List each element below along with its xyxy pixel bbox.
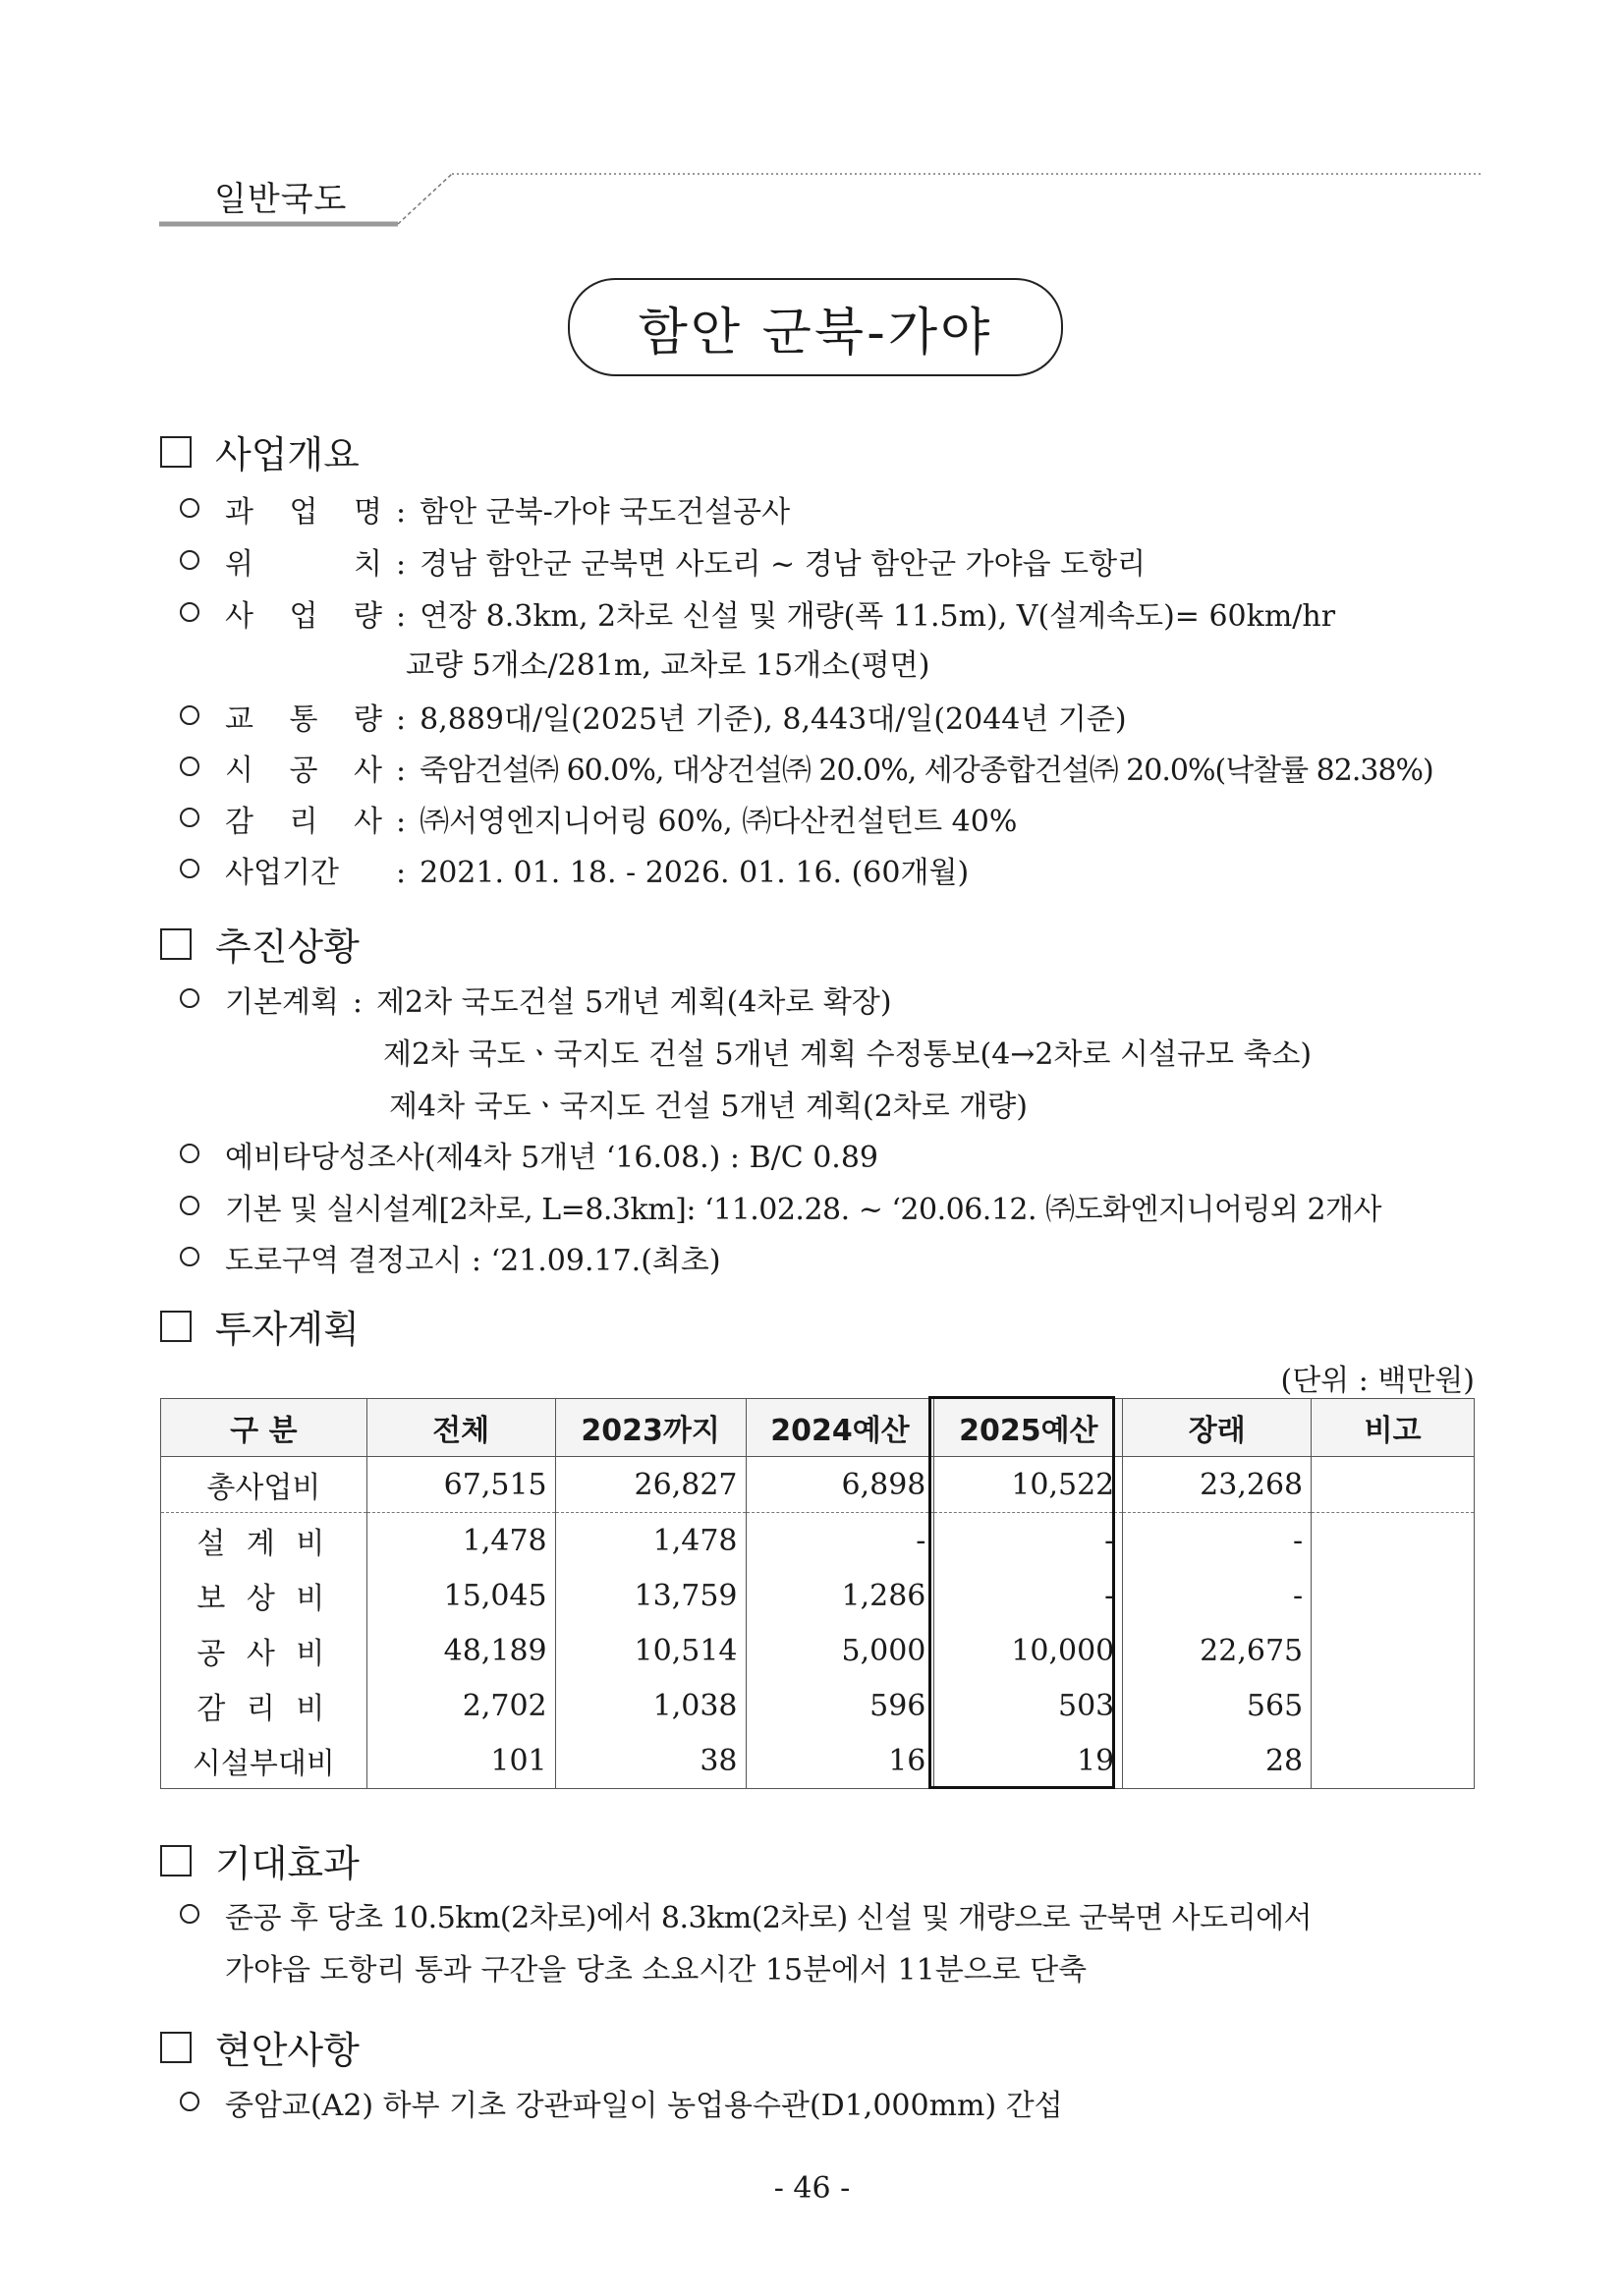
row-label: 설 계 비 (161, 1513, 367, 1569)
page-number: - 46 - (773, 2171, 851, 2206)
item-label: 과 업 명 (225, 495, 382, 530)
table-cell: 1,038 (555, 1678, 746, 1733)
col-header: 2025예산 (934, 1399, 1123, 1457)
section-title: 현안사항 (215, 2029, 360, 2072)
table-cell: 38 (555, 1733, 746, 1789)
row-label: 보 상 비 (161, 1568, 367, 1623)
table-cell: 19 (934, 1733, 1123, 1789)
section-issues-heading (160, 2020, 360, 2074)
item-label: 교 통 량 (225, 702, 382, 737)
overview-item: 사업기간 : 2021. 01. 18. - 2026. 01. 16. (60개월) (180, 848, 969, 891)
section-progress-heading (160, 917, 360, 971)
table-cell: - (934, 1568, 1123, 1623)
bullet-circle-icon (180, 2092, 199, 2111)
bullet-circle-icon (180, 705, 199, 725)
row-label: 감 리 비 (161, 1678, 367, 1733)
checkbox-square-icon (160, 436, 192, 468)
item-value: 8,889대/일(2025년 기준), 8,443대/일(2044년 기준) (420, 702, 1127, 737)
col-header: 전체 (366, 1399, 555, 1457)
item-value: 중암교(A2) 하부 기초 강관파일이 농업용수관(D1,000mm) 간섭 (225, 2089, 1063, 2123)
table-cell: 10,000 (934, 1623, 1123, 1678)
overview-item: 교 통 량 : 8,889대/일(2025년 기준), 8,443대/일(2044년 기준) (180, 695, 1127, 738)
table-cell: 1,478 (366, 1513, 555, 1569)
item-label: 사 업 량 (225, 599, 382, 634)
item-value: 예비타당성조사(제4차 5개년 ‘16.08.) : B/C 0.89 (225, 1141, 879, 1175)
bullet-circle-icon (180, 756, 199, 776)
item-value: 도로구역 결정고시 : ‘21.09.17.(최초) (225, 1244, 721, 1278)
section-effects-heading (160, 1833, 360, 1887)
page-title: 함안 군북-가야 (568, 278, 1063, 376)
table-cell: 596 (746, 1678, 934, 1733)
table-row (161, 1623, 1475, 1678)
item-value: 죽암건설㈜ 60.0%, 대상건설㈜ 20.0%, 세강종합건설㈜ 20.0%(낙찰률 82.38%) (420, 754, 1433, 788)
table-cell: 6,898 (746, 1457, 934, 1513)
table-cell: 67,515 (366, 1457, 555, 1513)
table-cell: 2,702 (366, 1678, 555, 1733)
bullet-circle-icon (180, 1904, 199, 1924)
checkbox-square-icon (160, 1311, 192, 1342)
row-label: 총사업비 (161, 1457, 367, 1513)
table-cell: 16 (746, 1733, 934, 1789)
col-header: 2023까지 (555, 1399, 746, 1457)
col-header: 비고 (1312, 1399, 1475, 1457)
table-cell: 15,045 (366, 1568, 555, 1623)
table-cell (1312, 1623, 1475, 1678)
section-overview-heading (160, 424, 360, 478)
item-value: 연장 8.3km, 2차로 신설 및 개량(폭 11.5m), V(설계속도)= 60km/hr (420, 599, 1336, 634)
table-cell: 26,827 (555, 1457, 746, 1513)
item-label: 시 공 사 (225, 754, 382, 788)
table-cell: - (1123, 1513, 1312, 1569)
table-unit-note: (단위 : 백만원) (1280, 1364, 1475, 1398)
row-label: 시설부대비 (161, 1733, 367, 1789)
table-cell: 1,478 (555, 1513, 746, 1569)
checkbox-square-icon (160, 1845, 192, 1876)
table-cell: 565 (1123, 1678, 1312, 1733)
progress-item (180, 1236, 721, 1279)
table-cell (1312, 1733, 1475, 1789)
table-cell: 48,189 (366, 1623, 555, 1678)
item-value: 경남 함안군 군북면 사도리 ~ 경남 함안군 가야읍 도항리 (420, 547, 1147, 582)
table-cell: 503 (934, 1678, 1123, 1733)
bullet-circle-icon (180, 808, 199, 827)
table-cell: 28 (1123, 1733, 1312, 1789)
header-category: 일반국도 (214, 180, 348, 219)
table-cell (1312, 1678, 1475, 1733)
overview-item-continuation (406, 641, 929, 684)
table-cell: 10,514 (555, 1623, 746, 1678)
bullet-circle-icon (180, 1247, 199, 1266)
table-cell: 1,286 (746, 1568, 934, 1623)
bullet-circle-icon (180, 1144, 199, 1163)
investment-table (160, 1398, 1475, 1789)
col-header: 장래 (1123, 1399, 1312, 1457)
bullet-circle-icon (180, 550, 199, 570)
item-label: 위 치 (225, 547, 382, 582)
progress-basic-plan-line (389, 1082, 1028, 1125)
overview-item: 과 업 명 : 함안 군북-가야 국도건설공사 (180, 487, 790, 531)
table-cell: 23,268 (1123, 1457, 1312, 1513)
section-investment-heading (160, 1299, 360, 1353)
col-header: 구 분 (161, 1399, 367, 1457)
section-title: 투자계획 (215, 1308, 360, 1351)
table-row (161, 1678, 1475, 1733)
item-value: 제4차 국도ㆍ국지도 건설 5개년 계획(2차로 개량) (389, 1090, 1028, 1124)
bullet-circle-icon (180, 498, 199, 518)
table-cell: 22,675 (1123, 1623, 1312, 1678)
table-cell: 101 (366, 1733, 555, 1789)
item-label: 사업기간 (225, 856, 339, 890)
overview-item: 감 리 사 : ㈜서영엔지니어링 60%, ㈜다산컨설턴트 40% (180, 797, 1017, 840)
item-value: 교량 5개소/281m, 교차로 15개소(평면) (406, 648, 930, 683)
table-cell: 13,759 (555, 1568, 746, 1623)
effects-item-continuation (225, 1945, 1087, 1988)
col-header: 2024예산 (746, 1399, 934, 1457)
item-label: 감 리 사 (225, 805, 382, 839)
issues-item (180, 2081, 1063, 2124)
section-title: 사업개요 (215, 433, 360, 476)
overview-item: 시 공 사 : 죽암건설㈜ 60.0%, 대상건설㈜ 20.0%, 세강종합건설㈜ 20.0%(낙찰률 82.38%) (180, 746, 1433, 789)
table-cell: - (1123, 1568, 1312, 1623)
item-label: 기본계획 (225, 985, 339, 1020)
table-row (161, 1513, 1475, 1569)
table-cell (1312, 1513, 1475, 1569)
effects-item (180, 1893, 1312, 1936)
row-label: 공 사 비 (161, 1623, 367, 1678)
item-value: 제2차 국도ㆍ국지도 건설 5개년 계획 수정통보(4→2차로 시설규모 축소) (383, 1037, 1313, 1072)
checkbox-square-icon (160, 928, 192, 960)
item-value: 준공 후 당초 10.5km(2차로)에서 8.3km(2차로) 신설 및 개량으로 군북면 사도리에서 (225, 1901, 1313, 1935)
table-cell: 10,522 (934, 1457, 1123, 1513)
table-row (161, 1733, 1475, 1789)
progress-basic-plan-line (383, 1030, 1312, 1073)
header-divider (157, 157, 1484, 231)
progress-item (180, 1133, 878, 1176)
item-value: 2021. 01. 18. - 2026. 01. 16. (60개월) (420, 856, 970, 890)
progress-item (180, 1185, 1381, 1228)
section-title: 기대효과 (215, 1842, 360, 1885)
item-value: 제2차 국도건설 5개년 계획(4차로 확장) (376, 985, 892, 1020)
section-title: 추진상황 (215, 925, 360, 969)
overview-item: 위 치 : 경남 함안군 군북면 사도리 ~ 경남 함안군 가야읍 도항리 (180, 539, 1146, 583)
bullet-circle-icon (180, 1196, 199, 1215)
table-cell: - (746, 1513, 934, 1569)
progress-basic-plan: 기본계획 : 제2차 국도건설 5개년 계획(4차로 확장) (180, 978, 892, 1021)
bullet-circle-icon (180, 602, 199, 622)
item-value: 기본 및 실시설계[2차로, L=8.3km]: ‘11.02.28. ~ ‘20.06.12. ㈜도화엔지니어링외 2개사 (225, 1193, 1381, 1227)
item-value: 함안 군북-가야 국도건설공사 (420, 495, 791, 530)
item-value: ㈜서영엔지니어링 60%, ㈜다산컨설턴트 40% (420, 805, 1018, 839)
table-cell (1312, 1457, 1475, 1513)
bullet-circle-icon (180, 859, 199, 878)
table-cell (1312, 1568, 1475, 1623)
table-row (161, 1457, 1475, 1513)
table-row (161, 1568, 1475, 1623)
table-cell: 5,000 (746, 1623, 934, 1678)
table-header-row (161, 1399, 1475, 1457)
overview-item: 사 업 량 : 연장 8.3km, 2차로 신설 및 개량(폭 11.5m), V(설계속도)= 60km/hr (180, 591, 1335, 635)
table-cell: - (934, 1513, 1123, 1569)
bullet-circle-icon (180, 988, 199, 1008)
item-value: 가야읍 도항리 통과 구간을 당초 소요시간 15분에서 11분으로 단축 (225, 1953, 1088, 1988)
checkbox-square-icon (160, 2032, 192, 2063)
